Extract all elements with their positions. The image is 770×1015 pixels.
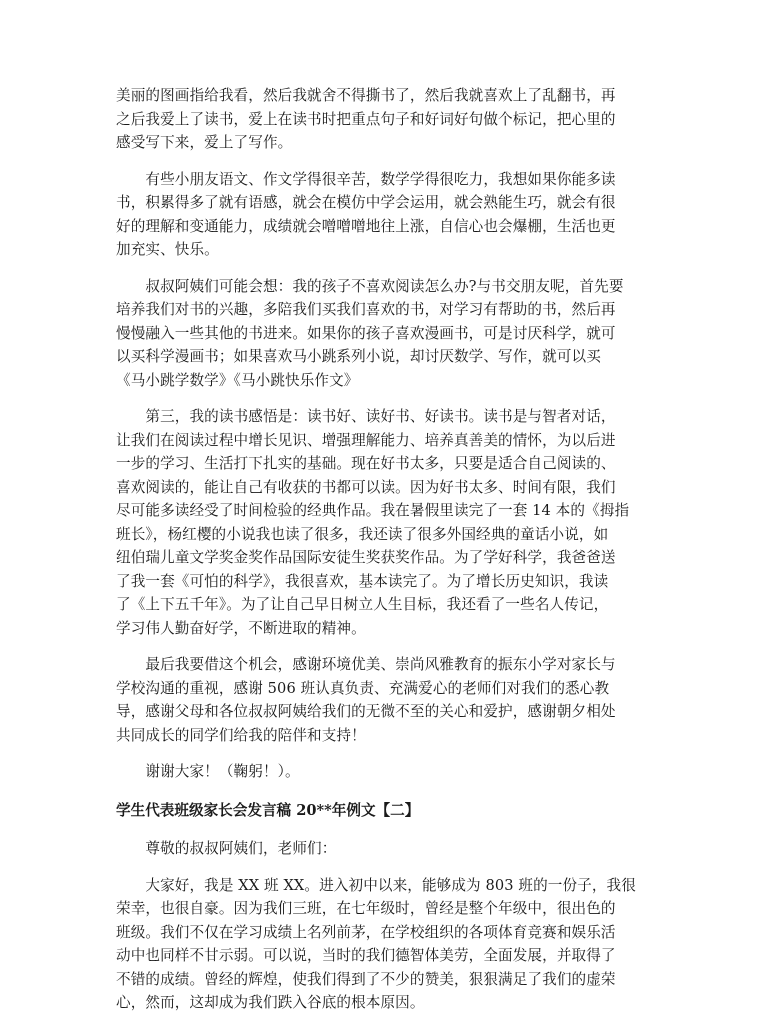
text-line: 尽可能多读经受了时间检验的经典作品。我在暑假里读完了一套 14 本的《拇指 (116, 502, 630, 519)
paragraph (116, 874, 664, 1015)
paragraph (116, 168, 664, 262)
text-line: 了《上下五千年》。为了让自己早日树立人生目标，我还看了一些名人传记， (116, 596, 609, 613)
text-line: 班长》，杨红樱的小说我也读了很多，我还读了很多外国经典的童话小说，如 (116, 525, 609, 543)
text-line: 不错的成绩。曾经的辉煌，使我们得到了不少的赞美，狠狠满足了我们的虚荣 (116, 970, 616, 988)
text-line: 尊敬的叔叔阿姨们，老师们： (116, 840, 337, 857)
section-heading: 学生代表班级家长会发言稿 20**年例文【二】 (116, 801, 420, 819)
text-line: 《马小跳学数学》《马小跳快乐作文》 (116, 371, 359, 389)
text-line: 喜欢阅读的，能让自己有收获的书都可以读。因为好书太多、时间有限，我们 (116, 478, 616, 496)
text-line: 好的理解和变通能力，成绩就会噌噌噌地往上涨，自信心也会爆棚，生活也更 (116, 217, 616, 235)
text-line: 之后我爱上了读书，爱上在读书时把重点句子和好词好句做个标记，把心里的 (116, 110, 616, 128)
paragraph (116, 275, 664, 393)
paragraph (116, 760, 664, 784)
text-line: 叔叔阿姨们可能会想：我的孩子不喜欢阅读怎么办?与书交朋友呢，首先要 (116, 277, 624, 295)
text-line: 了我一套《可怕的科学》，我很喜欢，基本读完了。为了增长历史知识，我读 (116, 572, 609, 590)
paragraph (116, 837, 664, 861)
text-line: 大家好，我是 XX 班 XX。进入初中以来，能够成为 803 班的一份子，我很 (116, 876, 636, 894)
text-line: 谢谢大家！（鞠躬！）。 (116, 763, 300, 780)
text-line: 班级。我们不仅在学习成绩上名列前茅，在学校组织的各项体育竞赛和娱乐活 (116, 923, 616, 941)
text-line: 共同成长的同学们给我的陪伴和支持！ (116, 726, 366, 744)
text-line: 以买科学漫画书；如果喜欢马小跳系列小说，却讨厌数学、写作，就可以买 (116, 348, 601, 365)
text-line: 让我们在阅读过程中增长见识、增强理解能力、培养真善美的情怀，为以后进 (116, 431, 616, 449)
text-line: 导，感谢父母和各位叔叔阿姨给我们的无微不至的关心和爱护，感谢朝夕相处 (116, 703, 616, 720)
document-page (116, 84, 664, 1015)
text-line: 荣幸，也很自豪。因为我们三班，在七年级时，曾经是整个年级中，很出色的 (116, 900, 616, 917)
text-line: 第三，我的读书感悟是：读书好、读好书、好读书。读书是与智者对话， (116, 408, 616, 425)
paragraph (116, 405, 664, 640)
text-line: 有些小朋友语文、作文学得很辛苦，数学学得很吃力，我想如果你能多读 (116, 170, 616, 188)
paragraph (116, 84, 664, 155)
text-line: 书，积累得多了就有语感，就会在模仿中学会运用，就会熟能生巧，就会有很 (116, 194, 616, 211)
text-line: 加充实、快乐。 (116, 241, 219, 258)
text-line: 动中也同样不甘示弱。可以说，当时的我们德智体美劳，全面发展，并取得了 (116, 947, 616, 964)
text-line: 心，然而，这却成为我们跌入谷底的根本原因。 (116, 994, 425, 1011)
text-line: 一步的学习、生活打下扎实的基础。现在好书太多，只要是适合自己阅读的、 (116, 455, 616, 472)
text-line: 美丽的图画指给我看，然后我就舍不得撕书了，然后我就喜欢上了乱翻书，再 (116, 87, 616, 104)
text-line: 学校沟通的重视，感谢 506 班认真负责、充满爱心的老师们对我们的悉心教 (116, 679, 610, 697)
text-line: 慢慢融入一些其他的书进来。如果你的孩子喜欢漫画书，可是讨厌科学，就可 (116, 324, 616, 342)
text-line: 感受写下来，爱上了写作。 (116, 134, 293, 151)
paragraph (116, 653, 664, 747)
text-line: 纽伯瑞儿童文学奖金奖作品国际安徒生奖获奖作品。为了学好科学，我爸爸送 (116, 549, 616, 566)
text-line: 最后我要借这个机会，感谢环境优美、崇尚风雅教育的振东小学对家长与 (116, 656, 616, 673)
text-line: 培养我们对书的兴趣，多陪我们买我们喜欢的书，对学习有帮助的书，然后再 (116, 301, 616, 318)
text-line: 学习伟人勤奋好学，不断进取的精神。 (116, 619, 366, 637)
